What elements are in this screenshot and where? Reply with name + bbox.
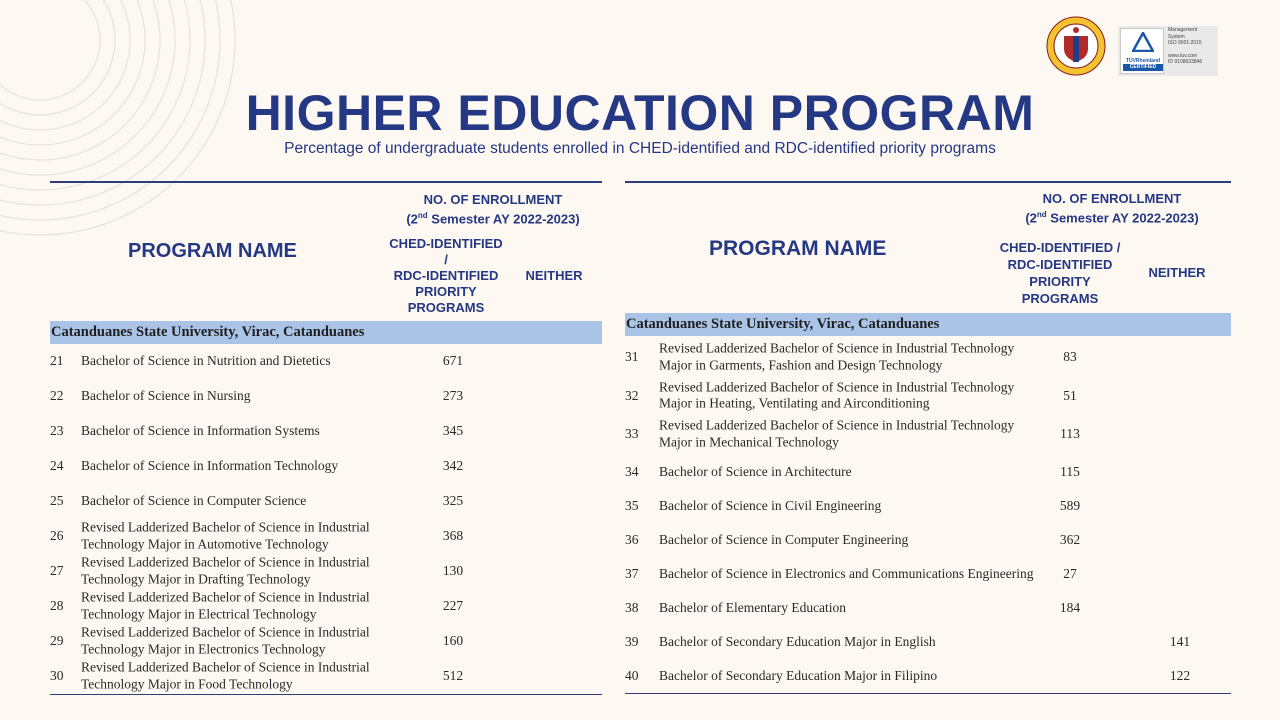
program-name: Bachelor of Science in Information Technology	[81, 457, 339, 473]
table-row	[625, 489, 1231, 523]
enrollment-header-line1: NO. OF ENROLLMENT	[423, 191, 563, 207]
program-name-header: PROGRAM NAME	[709, 236, 887, 260]
priority-count: 83	[1063, 348, 1077, 364]
row-number: 26	[50, 527, 64, 543]
table-row	[625, 591, 1231, 625]
neither-header: NEITHER	[525, 267, 583, 283]
table-row	[625, 557, 1231, 591]
row-number: 38	[625, 599, 639, 615]
table-row	[50, 519, 602, 554]
table-row	[625, 413, 1231, 456]
table-row	[625, 625, 1231, 659]
program-name: Bachelor of Science in Architecture	[659, 463, 852, 479]
row-number: 33	[625, 425, 639, 441]
row-number: 30	[50, 667, 64, 683]
program-name: Bachelor of Science in Civil Engineering	[659, 497, 882, 513]
table-row	[625, 456, 1231, 489]
priority-count: 362	[1059, 531, 1081, 547]
priority-count: 671	[442, 352, 464, 368]
page-title: HIGHER EDUCATION PROGRAM	[245, 85, 1035, 141]
priority-count: 368	[442, 527, 464, 543]
row-number: 25	[50, 492, 64, 508]
program-name: Revised Ladderized Bachelor of Science in Industrial Technology Major in Electronics Technology	[81, 624, 370, 656]
neither-count: 122	[1169, 667, 1191, 683]
row-number: 36	[625, 531, 639, 547]
right-rows	[625, 336, 1231, 693]
tuv-logo	[1120, 28, 1164, 74]
cert-info	[1168, 27, 1216, 66]
program-name: Bachelor of Science in Computer Engineering	[659, 531, 909, 547]
program-name: Bachelor of Science in Electronics and Communications Engineering	[659, 565, 1034, 581]
row-number: 21	[50, 352, 64, 368]
row-number: 24	[50, 457, 64, 473]
priority-count: 115	[1060, 463, 1080, 479]
priority-count: 184	[1059, 599, 1081, 615]
table-row	[50, 659, 602, 694]
page-subtitle: Percentage of undergraduate students enrolled in CHED-identified and RDC-identified priority programs	[284, 140, 996, 157]
table-row	[50, 344, 602, 379]
program-name: Revised Ladderized Bachelor of Science in Industrial Technology Major in Mechanical Technology	[659, 417, 1015, 449]
program-name: Bachelor of Science in Nursing	[81, 387, 251, 403]
row-number: 29	[50, 632, 64, 648]
university-seal-logo	[1046, 16, 1106, 76]
row-number: 37	[625, 565, 639, 581]
table-row	[50, 624, 602, 659]
neither-count: 141	[1169, 633, 1191, 649]
priority-count: 512	[442, 667, 464, 683]
table-row	[50, 484, 602, 519]
program-name: Bachelor of Science in Information Systems	[81, 422, 320, 438]
ched-identified-header: CHED-IDENTIFIED / RDC-IDENTIFIED PRIORITY PROGRAMS	[999, 239, 1121, 306]
table-row	[625, 336, 1231, 379]
priority-count: 113	[1060, 425, 1080, 441]
tuv-brand-text: TÜVRheinland	[1125, 58, 1161, 64]
row-number: 23	[50, 422, 64, 438]
header-logos	[1046, 16, 1218, 76]
table-row	[50, 414, 602, 449]
program-name: Revised Ladderized Bachelor of Science in Industrial Technology Major in Electrical Technology	[81, 589, 370, 621]
university-row: Catanduanes State University, Virac, Catanduanes	[625, 313, 1231, 336]
table-row	[50, 554, 602, 589]
program-name: Revised Ladderized Bachelor of Science in Industrial Technology Major in Heating, Ventilating and Airconditioning	[659, 379, 1015, 411]
enrollment-header-line2: (2nd Semester AY 2022-2023)	[1025, 209, 1199, 225]
program-name-header: PROGRAM NAME	[128, 239, 297, 262]
row-number: 32	[625, 387, 639, 403]
table-row	[50, 589, 602, 624]
enrollment-header	[393, 192, 593, 227]
cert-line: ISO 9001:2015	[1168, 40, 1202, 46]
neither-header: NEITHER	[1148, 264, 1206, 280]
priority-count: 130	[442, 562, 464, 578]
table-row	[625, 379, 1231, 413]
tuv-certification-badge	[1118, 26, 1218, 76]
program-name: Revised Ladderized Bachelor of Science in Industrial Technology Major in Food Technology	[81, 659, 370, 691]
table-bottom-rule	[625, 693, 1231, 695]
priority-count: 342	[442, 457, 464, 473]
cert-web: www.tuv.com	[1168, 52, 1198, 59]
priority-count: 160	[442, 632, 464, 648]
priority-count: 51	[1063, 387, 1077, 403]
priority-count: 273	[442, 387, 464, 403]
enrollment-header-line2: (2nd Semester AY 2022-2023)	[406, 210, 580, 226]
enrollment-header-line1: NO. OF ENROLLMENT	[1042, 190, 1182, 206]
row-number: 35	[625, 497, 639, 513]
priority-count: 227	[442, 597, 464, 613]
left-rows	[50, 344, 602, 694]
program-name: Revised Ladderized Bachelor of Science in Industrial Technology Major in Automotive Technology	[81, 519, 370, 551]
cert-id: ID 9108633846	[1168, 59, 1203, 65]
ched-identified-header: CHED-IDENTIFIED / RDC-IDENTIFIED PRIORITY PROGRAMS	[389, 235, 503, 315]
program-name: Revised Ladderized Bachelor of Science in Industrial Technology Major in Garments, Fashion and Design Technology	[659, 340, 1015, 372]
university-row: Catanduanes State University, Virac, Catanduanes	[50, 321, 602, 344]
table-bottom-rule	[50, 694, 602, 696]
program-name: Bachelor of Science in Nutrition and Dietetics	[81, 352, 331, 368]
right-enrollment-table	[625, 181, 1231, 694]
row-number: 39	[625, 633, 639, 649]
priority-count: 345	[442, 422, 464, 438]
table-header	[50, 183, 602, 321]
row-number: 40	[625, 667, 639, 683]
tuv-triangle-icon	[1132, 32, 1154, 52]
cert-line: Management	[1168, 27, 1198, 33]
cert-line: System	[1168, 33, 1185, 40]
row-number: 27	[50, 562, 64, 578]
table-header	[625, 183, 1231, 313]
certified-label: CERTIFIED	[1123, 64, 1163, 71]
program-name: Bachelor of Secondary Education Major in Filipino	[659, 667, 938, 683]
table-row	[50, 449, 602, 484]
row-number: 31	[625, 348, 639, 364]
enrollment-header	[1012, 191, 1212, 226]
row-number: 28	[50, 597, 64, 613]
program-name: Revised Ladderized Bachelor of Science in Industrial Technology Major in Drafting Technology	[81, 554, 370, 586]
program-name: Bachelor of Secondary Education Major in English	[659, 633, 936, 649]
left-enrollment-table	[50, 181, 602, 695]
table-row	[50, 379, 602, 414]
table-row	[625, 659, 1231, 693]
program-name: Bachelor of Science in Computer Science	[81, 492, 307, 508]
row-number: 34	[625, 463, 639, 479]
priority-count: 589	[1059, 497, 1081, 513]
priority-count: 325	[442, 492, 464, 508]
table-row	[625, 523, 1231, 557]
row-number: 22	[50, 387, 64, 403]
priority-count: 27	[1063, 565, 1077, 581]
program-name: Bachelor of Elementary Education	[659, 599, 847, 615]
